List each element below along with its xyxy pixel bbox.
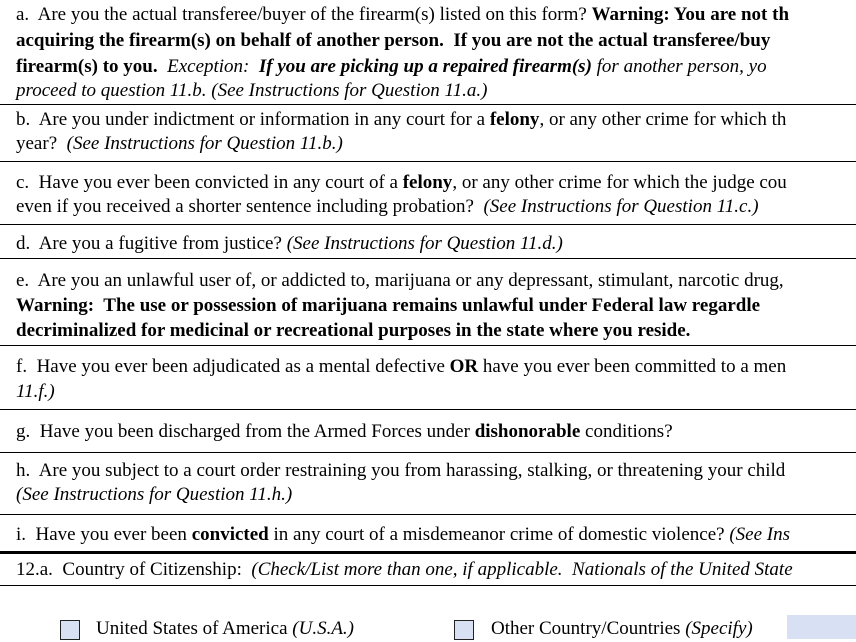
text-run: i. Have you ever been (16, 524, 192, 545)
text-run: convicted (191, 524, 269, 545)
divider (0, 161, 856, 162)
text-run: h. Are you subject to a court order restraining you from harassing, stalking, or threatening your child (16, 460, 786, 481)
usa-option-label (96, 618, 354, 640)
divider (0, 345, 856, 346)
question-11c-line (16, 172, 787, 194)
text-run: a. Are you the actual transferee/buyer of the firearm(s) listed on this form? (16, 4, 592, 25)
divider (0, 224, 856, 225)
question-11c-line (16, 196, 759, 218)
text-run: for another person, yo (591, 56, 767, 77)
text-run: felony (402, 172, 453, 193)
usa-abbr: (U.S.A.) (292, 618, 355, 639)
question-11f-line (16, 356, 786, 378)
question-11i-line (16, 524, 790, 546)
text-run: year? (16, 133, 67, 154)
question-11g-line (16, 421, 673, 443)
question-11a-line (16, 80, 487, 102)
question-11e-line (16, 295, 760, 317)
divider (0, 258, 856, 259)
text-run: d. Are you a fugitive from justice? (16, 233, 287, 254)
other-country-input[interactable] (787, 615, 856, 639)
other-country-label: Other Country/Countries (491, 618, 686, 639)
usa-checkbox[interactable] (60, 620, 80, 640)
other-country-option-label (491, 618, 753, 640)
divider (0, 409, 856, 410)
divider (0, 104, 856, 105)
text-run: , or any other crime for which the judge cou (452, 172, 787, 193)
question-11b-line (16, 133, 343, 155)
question-11a-line (16, 56, 767, 78)
question-11a-line (16, 30, 770, 52)
other-country-hint: (Specify) (685, 618, 753, 639)
usa-label: United States of America (96, 618, 293, 639)
divider (0, 452, 856, 453)
text-run: g. Have you been discharged from the Armed Forces under (16, 421, 475, 442)
text-run: If you are picking up a repaired firearm(s) (258, 56, 592, 77)
question-11b-line (16, 109, 786, 131)
text-run: OR (449, 356, 479, 377)
text-run: acquiring the firearm(s) on behalf of another person. If you are not the actual transferee/buy (16, 30, 771, 51)
text-run: (See Instructions for Question 11.h.) (16, 484, 293, 505)
text-run: dishonorable (474, 421, 581, 442)
text-run: Warning: You are not th (591, 4, 790, 25)
text-run: c. Have you ever been convicted in any court of a (16, 172, 403, 193)
text-run: b. Are you under indictment or information in any court for a (16, 109, 490, 130)
other-country-checkbox[interactable] (454, 620, 474, 640)
text-run: even if you received a shorter sentence including probation? (16, 196, 484, 217)
text-run: (See Instructions for Question 11.d.) (286, 233, 563, 254)
text-run: conditions? (580, 421, 673, 442)
text-run: f. Have you ever been adjudicated as a mental defective (16, 356, 450, 377)
section-divider (0, 551, 856, 554)
text-run: have you ever been committed to a men (478, 356, 787, 377)
text-run: e. Are you an unlawful user of, or addicted to, marijuana or any depressant, stimulant, narcotic drug, (16, 270, 784, 291)
text-run: firearm(s) to you. (16, 56, 158, 77)
question-11h-line (16, 460, 785, 482)
divider (0, 514, 856, 515)
question-11d-line (16, 233, 563, 255)
text-run: in any court of a misdemeanor crime of domestic violence? (268, 524, 730, 545)
question-11e-line (16, 270, 784, 292)
citizenship-heading (16, 559, 793, 581)
text-run: felony (489, 109, 540, 130)
text-run: proceed to question 11.b. (See Instructions for Question 11.a.) (16, 80, 488, 101)
question-11h-line (16, 484, 292, 506)
text-run: Exception: (157, 56, 259, 77)
divider (0, 585, 856, 586)
text-run: decriminalized for medicinal or recreational purposes in the state where you reside. (16, 320, 691, 341)
text-run: (See Ins (729, 524, 790, 545)
text-run: (See Instructions for Question 11.b.) (66, 133, 343, 154)
text-run: 12.a. Country of Citizenship: (16, 559, 252, 580)
text-run: (Check/List more than one, if applicable. Nationals of the United State (251, 559, 793, 580)
question-11a-line (16, 4, 789, 26)
question-11e-line (16, 320, 690, 342)
question-11f-line (16, 381, 55, 403)
text-run: (See Instructions for Question 11.c.) (483, 196, 759, 217)
text-run: 11.f.) (16, 381, 55, 402)
text-run: Warning: The use or possession of marijuana remains unlawful under Federal law regardle (16, 295, 761, 316)
text-run: , or any other crime for which th (539, 109, 787, 130)
